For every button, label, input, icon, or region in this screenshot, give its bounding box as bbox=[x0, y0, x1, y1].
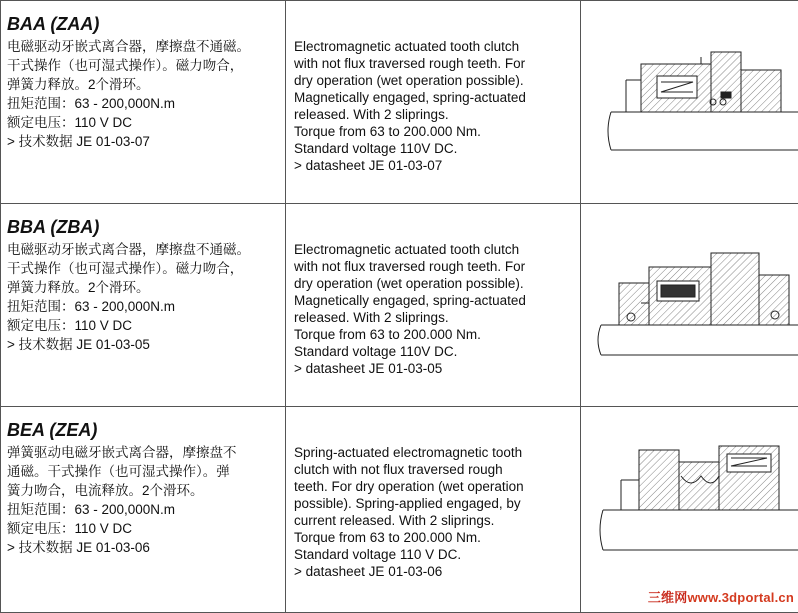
cn-line: 扭矩范围：63 - 200,000N.m bbox=[7, 94, 279, 113]
cn-description bbox=[7, 37, 279, 151]
en-line: Spring-actuated electromagnetic tooth bbox=[294, 444, 574, 461]
en-line: Electromagnetic actuated tooth clutch bbox=[294, 38, 574, 55]
cn-line: > 技术数据 JE 01-03-07 bbox=[7, 132, 279, 151]
cn-description bbox=[7, 443, 279, 557]
clutch-drawing-bba bbox=[581, 205, 798, 405]
en-line: > datasheet JE 01-03-06 bbox=[294, 563, 574, 580]
table-row bbox=[1, 407, 798, 613]
cn-line: 电磁驱动牙嵌式离合器，摩擦盘不通磁。 bbox=[7, 37, 279, 56]
en-line: dry operation (wet operation possible). bbox=[294, 72, 574, 89]
cn-line: 干式操作（也可湿式操作）。磁力吻合， bbox=[7, 56, 279, 75]
cn-description bbox=[7, 240, 279, 354]
cn-line: 额定电压：110 V DC bbox=[7, 113, 279, 132]
cn-description-cell bbox=[1, 407, 286, 613]
en-line: Magnetically engaged, spring-actuated bbox=[294, 292, 574, 309]
table-row bbox=[1, 1, 798, 204]
clutch-drawing-bea bbox=[581, 410, 798, 610]
en-line: with not flux traversed rough teeth. For bbox=[294, 258, 574, 275]
table-row bbox=[1, 204, 798, 407]
cn-line: > 技术数据 JE 01-03-06 bbox=[7, 538, 279, 557]
cn-line: 电磁驱动牙嵌式离合器，摩擦盘不通磁。 bbox=[7, 240, 279, 259]
en-line: Standard voltage 110V DC. bbox=[294, 140, 574, 157]
model-title: BBA (ZBA) bbox=[7, 216, 279, 238]
cn-line: 弹簧力释放。2个滑环。 bbox=[7, 75, 279, 94]
cn-line: 额定电压：110 V DC bbox=[7, 519, 279, 538]
cn-description-cell bbox=[1, 1, 286, 204]
cn-line: 簧力吻合，电流释放。2个滑环。 bbox=[7, 481, 279, 500]
cn-line: > 技术数据 JE 01-03-05 bbox=[7, 335, 279, 354]
drawing-cell bbox=[581, 407, 798, 613]
en-line: Torque from 63 to 200.000 Nm. bbox=[294, 123, 574, 140]
en-description bbox=[294, 241, 574, 377]
watermark-url: www.3dportal.cn bbox=[687, 590, 794, 605]
clutch-drawing-baa bbox=[581, 2, 798, 202]
drawing-cell bbox=[581, 204, 798, 407]
en-line: > datasheet JE 01-03-07 bbox=[294, 157, 574, 174]
en-description-cell bbox=[286, 1, 581, 204]
en-line: > datasheet JE 01-03-05 bbox=[294, 360, 574, 377]
model-title: BAA (ZAA) bbox=[7, 13, 279, 35]
cn-line: 扭矩范围：63 - 200,000N.m bbox=[7, 297, 279, 316]
cn-line: 弹簧驱动电磁牙嵌式离合器，摩擦盘不 bbox=[7, 443, 279, 462]
en-line: Magnetically engaged, spring-actuated bbox=[294, 89, 574, 106]
en-line: dry operation (wet operation possible). bbox=[294, 275, 574, 292]
watermark bbox=[648, 587, 794, 606]
en-line: teeth. For dry operation (wet operation bbox=[294, 478, 574, 495]
en-line: current released. With 2 sliprings. bbox=[294, 512, 574, 529]
en-line: possible). Spring-applied engaged, by bbox=[294, 495, 574, 512]
model-title: BEA (ZEA) bbox=[7, 419, 279, 441]
cn-description-cell bbox=[1, 204, 286, 407]
en-description bbox=[294, 444, 574, 580]
cn-line: 额定电压：110 V DC bbox=[7, 316, 279, 335]
en-line: released. With 2 sliprings. bbox=[294, 106, 574, 123]
en-line: with not flux traversed rough teeth. For bbox=[294, 55, 574, 72]
en-line: clutch with not flux traversed rough bbox=[294, 461, 574, 478]
drawing-cell bbox=[581, 1, 798, 204]
en-line: Torque from 63 to 200.000 Nm. bbox=[294, 529, 574, 546]
cn-line: 干式操作（也可湿式操作）。磁力吻合， bbox=[7, 259, 279, 278]
en-line: released. With 2 sliprings. bbox=[294, 309, 574, 326]
en-description-cell bbox=[286, 407, 581, 613]
en-line: Standard voltage 110V DC. bbox=[294, 343, 574, 360]
cn-line: 弹簧力释放。2个滑环。 bbox=[7, 278, 279, 297]
en-line: Torque from 63 to 200.000 Nm. bbox=[294, 326, 574, 343]
en-description bbox=[294, 38, 574, 174]
cn-line: 扭矩范围：63 - 200,000N.m bbox=[7, 500, 279, 519]
cn-line: 通磁。干式操作（也可湿式操作）。弹 bbox=[7, 462, 279, 481]
en-line: Standard voltage 110 V DC. bbox=[294, 546, 574, 563]
watermark-cn: 三维网 bbox=[648, 590, 688, 605]
en-description-cell bbox=[286, 204, 581, 407]
en-line: Electromagnetic actuated tooth clutch bbox=[294, 241, 574, 258]
